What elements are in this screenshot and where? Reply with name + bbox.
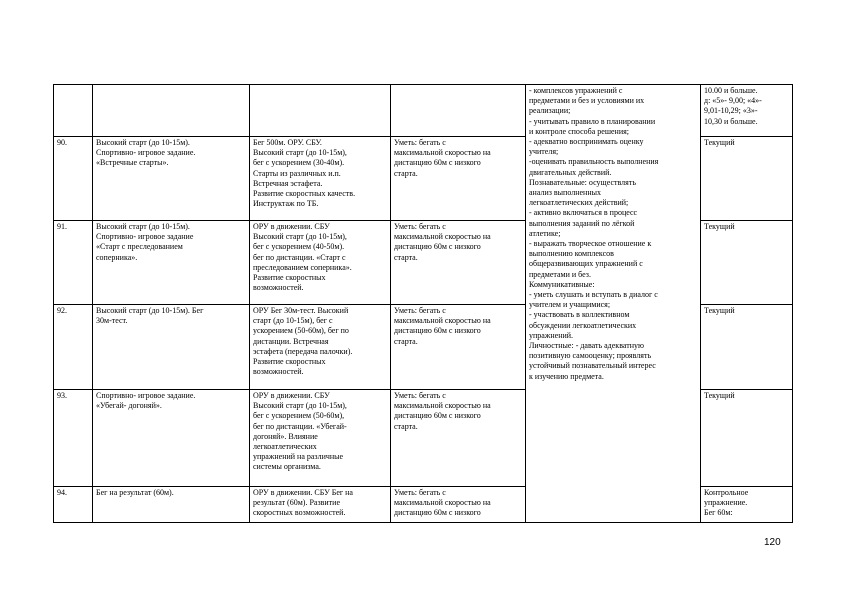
page-number: 120	[764, 537, 781, 548]
lesson-number-cell: 91.	[54, 221, 93, 305]
planned-result-cell	[391, 85, 526, 137]
lesson-topic-cell: Высокий старт (до 10-15м). Спортивно- игровое задание «Старт с преследованием соперника».	[93, 221, 250, 305]
competencies-text: - комплексов упражнений с предметами и без и условиями их реализации; - учитывать правило в планировании и контроле способа решения; - адекватно воспринимать оценку учителя; -оценивать правильность выполнения двигательных действий. Познавательные: осуществлять анализ выполненных легкоатлетических действий; - активно включаться в процесс выполнения заданий по лёгкой атлетике; - выражать творческое отношение к выполнению комплексов общеразвивающих упражнений с предметами и без. Коммуникативные: - уметь слушать и вступать в диалог с учителем и учащимися; - участвовать в коллективном обсуждении легкоатлетических упражнений. Личностные: - давать адекватную позитивную самооценку; проявлять устойчивый познавательный интерес к изучению предмета.	[529, 86, 659, 381]
control-type-cell: Текущий	[701, 390, 793, 487]
control-type-cell: Контрольное упражнение. Бег 60м:	[701, 487, 793, 523]
lesson-number-cell: 92.	[54, 305, 93, 390]
lesson-plan-table	[53, 84, 793, 523]
planned-result-cell: Уметь: бегать с максимальной скоростью на дистанцию 60м с низкого старта.	[391, 137, 526, 221]
lesson-topic-cell: Спортивно- игровое задание. «Убегай- догоняй».	[93, 390, 250, 487]
lesson-number-cell	[54, 85, 93, 137]
lesson-content-cell: Бег 500м. ОРУ. СБУ. Высокий старт (до 10-15м), бег с ускорением (30-40м). Старты из различных и.п. Встречная эстафета. Развитие скоростных качеств. Инструктаж по ТБ.	[250, 137, 391, 221]
planned-result-cell: Уметь: бегать с максимальной скоростью на дистанцию 60м с низкого старта.	[391, 221, 526, 305]
lesson-topic-cell: Высокий старт (до 10-15м). Бег 30м-тест.	[93, 305, 250, 390]
control-type-cell: Текущий	[701, 221, 793, 305]
planned-result-cell: Уметь: бегать с максимальной скоростью на дистанцию 60м с низкого старта.	[391, 305, 526, 390]
control-type-cell: Текущий	[701, 305, 793, 390]
lesson-content-cell	[250, 85, 391, 137]
lesson-content-cell: ОРУ в движении. СБУ Бег на результат (60м). Развитие скоростных возможностей.	[250, 487, 391, 523]
lesson-content-cell: ОРУ в движении. СБУ Высокий старт (до 10-15м), бег с ускорением (50-60м), бег по дистанции. «Убегай- догоняй». Влияние легкоатлетических упражнений на различные системы организма.	[250, 390, 391, 487]
lesson-topic-cell: Высокий старт (до 10-15м). Спортивно- игровое задание. «Встречные старты».	[93, 137, 250, 221]
table-row	[54, 85, 793, 137]
lesson-number-cell: 90.	[54, 137, 93, 221]
lesson-number-cell: 94.	[54, 487, 93, 523]
planned-result-cell: Уметь: бегать с максимальной скоростью на дистанцию 60м с низкого	[391, 487, 526, 523]
lesson-content-cell: ОРУ Бег 30м-тест. Высокий старт (до 10-15м), бег с ускорением (50-60м), бег по дистанции. Встречная эстафета (передача палочки). Развитие скоростных возможностей.	[250, 305, 391, 390]
lesson-number-cell: 93.	[54, 390, 93, 487]
control-type-cell: Текущий	[701, 137, 793, 221]
lesson-topic-cell	[93, 85, 250, 137]
planned-result-cell: Уметь: бегать с максимальной скоростью на дистанцию 60м с низкого старта.	[391, 390, 526, 487]
competencies-cell	[526, 85, 701, 523]
lesson-topic-cell: Бег на результат (60м).	[93, 487, 250, 523]
control-type-cell: 10.00 и больше. д: «5»- 9,00; «4»- 9,01-10,29; «3»- 10,30 и больше.	[701, 85, 793, 137]
lesson-content-cell: ОРУ в движении. СБУ Высокий старт (до 10-15м), бег с ускорением (40-50м). бег по дистанции. «Старт с преследованием соперника». Развитие скоростных возможностей.	[250, 221, 391, 305]
